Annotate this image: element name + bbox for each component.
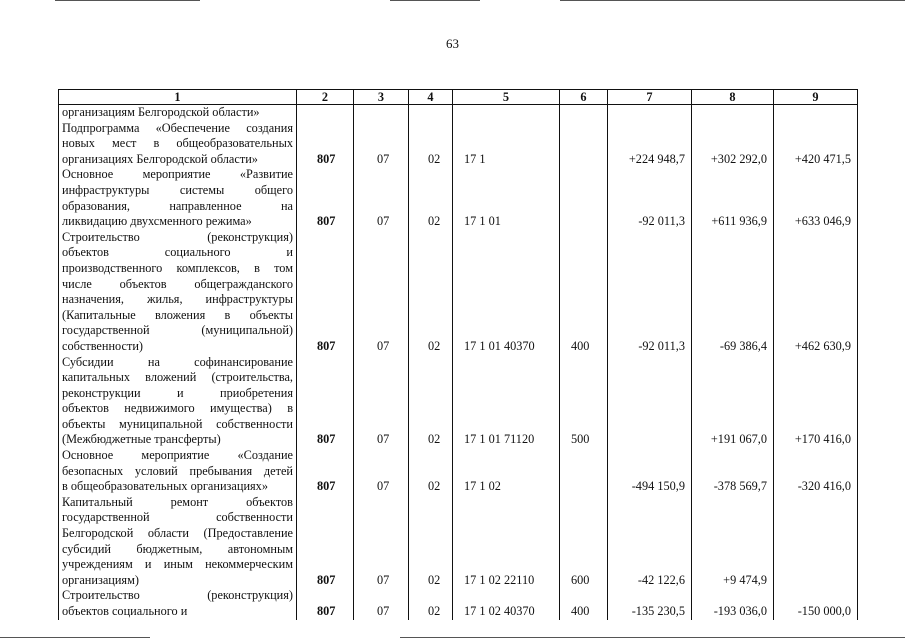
description-line: государственной собственности [62,510,293,525]
description-line: безопасных условий пребывания детей [62,463,293,478]
description-line: Капитальный ремонт объектов [62,494,293,509]
subsection-code-cell: 02 [409,167,453,229]
description-line: реконструкции и приобретения [62,385,293,400]
ministry-code-cell: 807 [297,448,354,495]
amount-cell: -69 386,4 [692,230,774,355]
section-code-cell: 07 [354,588,409,619]
expense-type-cell: 400 [560,230,608,355]
header-cell: 2 [297,90,354,105]
description-line: объектов социального и [62,604,188,618]
subsection-code-cell: 02 [409,121,453,168]
amount-cell: -42 122,6 [608,495,692,589]
amount-cell [774,105,858,121]
header-cell: 4 [409,90,453,105]
target-article-cell: 17 1 02 22110 [453,495,560,589]
scan-edge-top-mid [390,0,480,1]
section-code-cell: 07 [354,495,409,589]
expense-type-cell [560,448,608,495]
description-line: субсидий бюджетным, автономным [62,541,293,556]
item-description [59,495,297,589]
expense-type-cell [560,167,608,229]
description-line: Субсидии на софинансирование [62,354,293,369]
ministry-code-cell: 807 [297,495,354,589]
subsection-code-cell: 02 [409,588,453,619]
ministry-code-cell: 807 [297,355,354,449]
description-line: инфраструктуры системы общего [62,182,293,197]
amount-cell: -320 416,0 [774,448,858,495]
amount-cell: +633 046,9 [774,167,858,229]
header-cell: 3 [354,90,409,105]
ministry-code-cell: 807 [297,167,354,229]
section-code-cell: 07 [354,448,409,495]
amount-cell [608,355,692,449]
item-description [59,105,297,121]
amount-cell: +191 067,0 [692,355,774,449]
table-row [59,448,858,495]
table-row [59,121,858,168]
ministry-code-cell [297,105,354,121]
table-row [59,230,858,355]
description-line: собственности) [62,338,144,353]
description-line: организациям) [62,572,139,587]
description-line: организациям Белгородской области» [62,105,260,119]
description-line: объектов недвижимого имущества) в [62,401,293,416]
scan-edge-top-left [55,0,200,1]
page-number: 63 [446,36,459,51]
amount-cell: +224 948,7 [608,121,692,168]
item-description [59,448,297,495]
amount-cell: +462 630,9 [774,230,858,355]
description-line: организациях Белгородской области» [62,151,258,166]
amount-cell: +9 474,9 [692,495,774,589]
header-cell: 1 [59,90,297,105]
amount-cell: -378 569,7 [692,448,774,495]
section-code-cell [354,105,409,121]
header-cell: 9 [774,90,858,105]
table-row [59,167,858,229]
section-code-cell: 07 [354,121,409,168]
header-cell: 7 [608,90,692,105]
item-description [59,588,297,619]
target-article-cell: 17 1 02 40370 [453,588,560,619]
target-article-cell: 17 1 02 [453,448,560,495]
description-line: Основное мероприятие «Развитие [62,167,293,182]
budget-table [58,89,858,620]
section-code-cell: 07 [354,355,409,449]
subsection-code-cell [409,105,453,121]
scan-edge-top-right [560,0,905,1]
amount-cell: +170 416,0 [774,355,858,449]
subsection-code-cell: 02 [409,355,453,449]
amount-cell [608,105,692,121]
subsection-code-cell: 02 [409,448,453,495]
subsection-code-cell: 02 [409,230,453,355]
description-line: (Межбюджетные трансферты) [62,432,221,447]
target-article-cell [453,105,560,121]
target-article-cell: 17 1 01 71120 [453,355,560,449]
expense-type-cell: 600 [560,495,608,589]
expense-type-cell: 500 [560,355,608,449]
target-article-cell: 17 1 [453,121,560,168]
amount-cell: +420 471,5 [774,121,858,168]
section-code-cell: 07 [354,167,409,229]
description-line: Строительство (реконструкция) [62,229,293,244]
expense-type-cell [560,105,608,121]
amount-cell: +302 292,0 [692,121,774,168]
table-row [59,495,858,589]
expense-type-cell [560,121,608,168]
item-description [59,230,297,355]
expense-type-cell: 400 [560,588,608,619]
description-line: (Капитальные вложения в объекты [62,307,293,322]
amount-cell: -92 011,3 [608,230,692,355]
item-description [59,355,297,449]
description-line: объектов социального и [62,245,293,260]
table-row [59,105,858,121]
header-cell: 6 [560,90,608,105]
target-article-cell: 17 1 01 40370 [453,230,560,355]
header-cell: 8 [692,90,774,105]
description-line: образования, направленное на [62,198,293,213]
item-description [59,167,297,229]
amount-cell [692,105,774,121]
description-line: объекты муниципальной собственности [62,416,293,431]
header-cell: 5 [453,90,560,105]
description-line: государственной (муниципальной) [62,323,293,338]
description-line: новых мест в общеобразовательных [62,136,293,151]
subsection-code-cell: 02 [409,495,453,589]
description-line: Белгородской области (Предоставление [62,526,293,541]
amount-cell: -494 150,9 [608,448,692,495]
item-description [59,121,297,168]
description-line: Подпрограмма «Обеспечение создания [62,120,293,135]
description-line: Строительство (реконструкция) [62,588,293,603]
description-line: ликвидацию двухсменного режима» [62,214,252,229]
table-row [59,588,858,619]
target-article-cell: 17 1 01 [453,167,560,229]
amount-cell: -150 000,0 [774,588,858,619]
scan-edge-bottom-right [400,637,905,638]
amount-cell [774,495,858,589]
section-code-cell: 07 [354,230,409,355]
table-row [59,355,858,449]
description-line: в общеобразовательных организациях» [62,479,268,494]
description-line: назначения, жилья, инфраструктуры [62,292,293,307]
description-line: капитальных вложений (строительства, [62,370,293,385]
description-line: числе объектов общегражданского [62,276,293,291]
amount-cell: -92 011,3 [608,167,692,229]
table-header-row [59,90,858,105]
ministry-code-cell: 807 [297,588,354,619]
ministry-code-cell: 807 [297,230,354,355]
ministry-code-cell: 807 [297,121,354,168]
description-line: учреждениям и иным некоммерческим [62,557,293,572]
amount-cell: -135 230,5 [608,588,692,619]
description-line: Основное мероприятие «Создание [62,448,293,463]
amount-cell: +611 936,9 [692,167,774,229]
description-line: производственного комплексов, в том [62,260,293,275]
amount-cell: -193 036,0 [692,588,774,619]
scan-edge-bottom-left [0,637,150,638]
